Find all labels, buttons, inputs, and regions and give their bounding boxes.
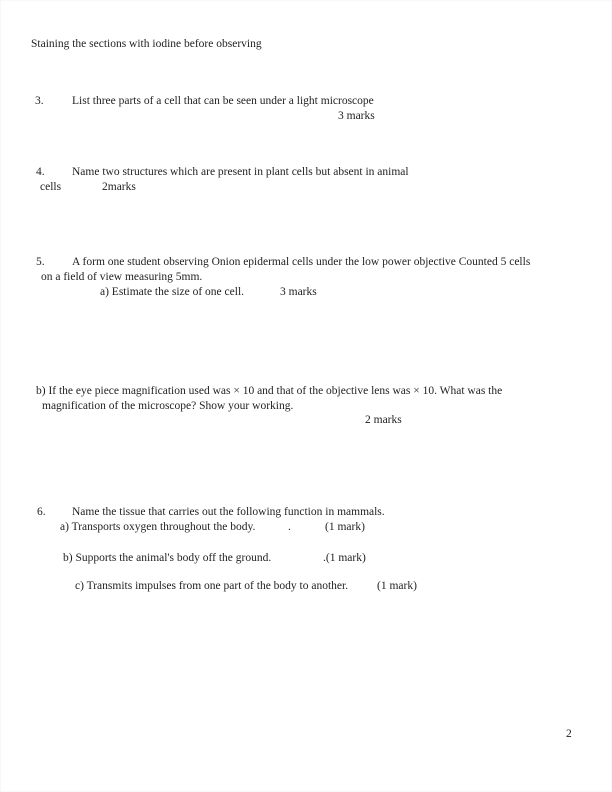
question-5a-marks: 3 marks: [280, 286, 317, 298]
page-number: 2: [566, 728, 572, 740]
question-5b-marks: 2 marks: [365, 414, 402, 426]
question-4-text: Name two structures which are present in plant cells but absent in animal: [72, 166, 409, 178]
question-6-number: 6.: [37, 506, 46, 518]
question-6a-dot: .: [288, 521, 291, 533]
question-5-text-line2: on a field of view measuring 5mm.: [41, 271, 203, 283]
question-4-marks: 2marks: [102, 181, 136, 193]
question-5a-text: a) Estimate the size of one cell.: [100, 286, 245, 298]
question-5-number: 5.: [36, 256, 45, 268]
question-6b-marks: .(1 mark): [323, 552, 366, 564]
question-5-text-line1: A form one student observing Onion epidermal cells under the low power objective Counted 5 cells: [72, 256, 531, 268]
question-6a-marks: (1 mark): [325, 521, 365, 533]
question-4-text-continuation: cells: [40, 181, 62, 193]
question-6a-text: a) Transports oxygen throughout the body.: [60, 521, 256, 533]
question-5b-text-line1: b) If the eye piece magnification used was × 10 and that of the objective lens was × 10. What was the: [36, 385, 503, 397]
question-6-text: Name the tissue that carries out the following function in mammals.: [72, 506, 385, 518]
question-6c-text: c) Transmits impulses from one part of the body to another.: [75, 580, 349, 592]
question-6c-marks: (1 mark): [377, 580, 417, 592]
question-5b-text-line2: magnification of the microscope? Show your working.: [42, 400, 294, 412]
question-3-marks: 3 marks: [338, 110, 375, 122]
question-3-number: 3.: [35, 95, 44, 107]
question-3-text: List three parts of a cell that can be seen under a light microscope: [72, 95, 374, 107]
question-6b-text: b) Supports the animal's body off the ground.: [63, 552, 272, 564]
question-4-number: 4.: [36, 166, 45, 178]
intro-answer-line: Staining the sections with iodine before observing: [31, 38, 262, 50]
